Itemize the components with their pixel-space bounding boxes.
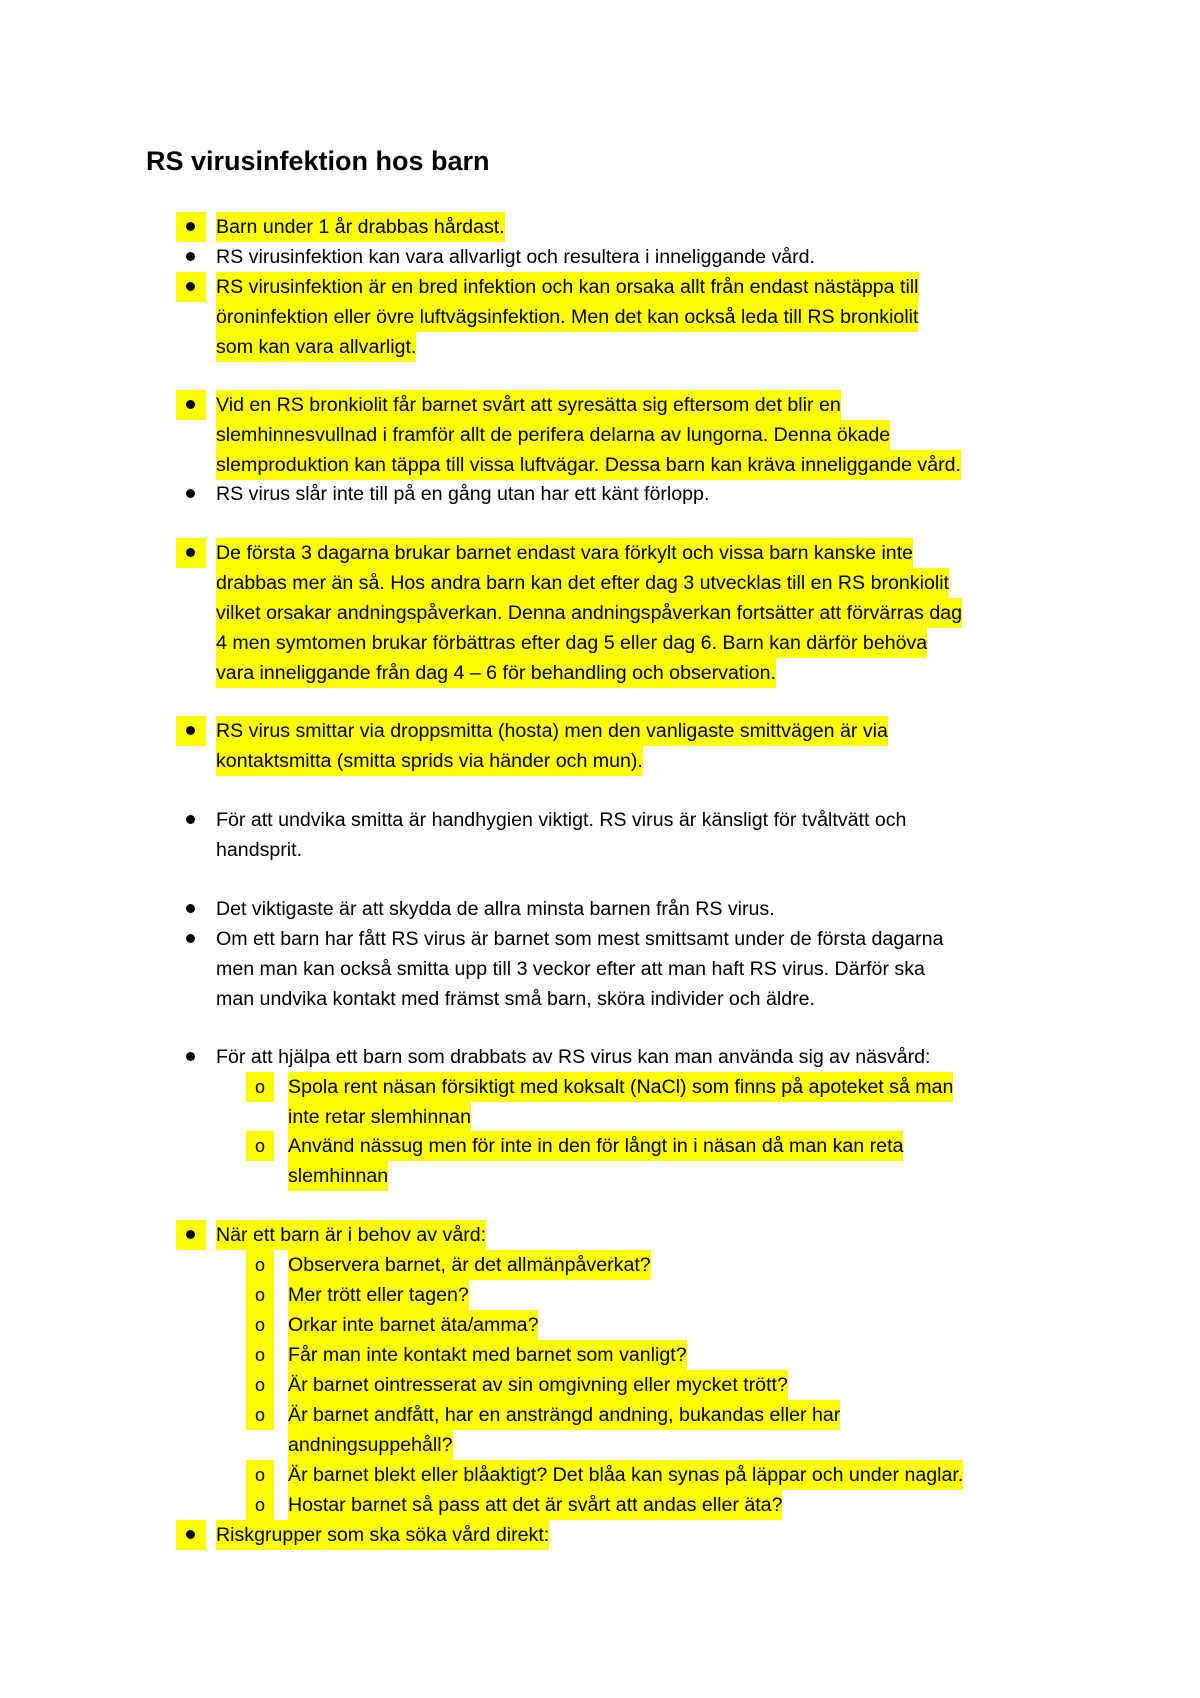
sub-list-item-text: inte retar slemhinnan [288, 1102, 471, 1132]
sub-list-item-text: Är barnet andfått, har en ansträngd andning, bukandas eller har [288, 1400, 840, 1430]
list-item-text: man undvika kontakt med främst små barn, sköra individer och äldre. [216, 988, 815, 1010]
bullet-icon [176, 924, 206, 954]
sub-bullet-icon: o [246, 1400, 274, 1430]
list-item-text: drabbas mer än så. Hos andra barn kan det efter dag 3 utvecklas till en RS bronkiolit [216, 568, 949, 598]
list-item-text: vilket orsakar andningspåverkan. Denna andningspåverkan fortsätter att förvärras dag [216, 598, 962, 628]
sub-list-item-text: Hostar barnet så pass att det är svårt att andas eller äta? [288, 1490, 782, 1520]
sub-list-item-text: Är barnet blekt eller blåaktigt? Det blåa kan synas på läppar och under naglar. [288, 1460, 963, 1490]
sub-bullet-icon: o [246, 1460, 274, 1490]
bullet-icon [176, 1520, 206, 1550]
list-item-text: För att hjälpa ett barn som drabbats av RS virus kan man använda sig av näsvård: [216, 1046, 931, 1068]
list-item-text: RS virusinfektion är en bred infektion och kan orsaka allt från endast nästäppa till [216, 272, 919, 302]
sub-bullet-icon: o [246, 1340, 274, 1370]
bullet-icon [176, 390, 206, 420]
bullet-icon [176, 538, 206, 568]
bullet-icon [176, 894, 206, 924]
sub-list-item-text: Får man inte kontakt med barnet som vanligt? [288, 1340, 687, 1370]
page-title: RS virusinfektion hos barn [146, 146, 490, 176]
sub-list-item-text: Är barnet ointresserat av sin omgivning eller mycket trött? [288, 1370, 788, 1400]
list-item-text: Barn under 1 år drabbas hårdast. [216, 212, 505, 242]
list-item-text: Om ett barn har fått RS virus är barnet som mest smittsamt under de första dagarna [216, 928, 944, 950]
bullet-icon [176, 272, 206, 302]
list-item-text: RS virusinfektion kan vara allvarligt och resultera i inneliggande vård. [216, 246, 816, 268]
list-item-text: men man kan också smitta upp till 3 veckor efter att man haft RS virus. Därför ska [216, 958, 925, 980]
list-item-text: kontaktsmitta (smitta sprids via händer och mun). [216, 746, 643, 776]
sub-list-item-text: andningsuppehåll? [288, 1430, 453, 1460]
list-item-text: slemhinnesvullnad i framför allt de perifera delarna av lungorna. Denna ökade [216, 420, 890, 450]
sub-bullet-icon: o [246, 1072, 274, 1102]
sub-list-item-text: Mer trött eller tagen? [288, 1280, 469, 1310]
sub-bullet-icon: o [246, 1250, 274, 1280]
bullet-icon [176, 1042, 206, 1072]
list-item-text: slemproduktion kan täppa till vissa luftvägar. Dessa barn kan kräva inneliggande vård. [216, 450, 961, 480]
list-item-text: Riskgrupper som ska söka vård direkt: [216, 1520, 549, 1550]
bullet-icon [176, 242, 206, 272]
sub-list-item-text: Orkar inte barnet äta/amma? [288, 1310, 538, 1340]
list-item-text: Det viktigaste är att skydda de allra minsta barnen från RS virus. [216, 898, 775, 920]
list-item-text: De första 3 dagarna brukar barnet endast vara förkylt och vissa barn kanske inte [216, 538, 913, 568]
bullet-icon [176, 805, 206, 835]
sub-list-item-text: Spola rent näsan försiktigt med koksalt (NaCl) som finns på apoteket så man [288, 1072, 953, 1102]
sub-list-item-text: Observera barnet, är det allmänpåverkat? [288, 1250, 651, 1280]
sub-bullet-icon: o [246, 1310, 274, 1340]
list-item-text: Vid en RS bronkiolit får barnet svårt att syresätta sig eftersom det blir en [216, 390, 841, 420]
list-item-text: vara inneliggande från dag 4 – 6 för behandling och observation. [216, 658, 776, 688]
bullet-icon [176, 716, 206, 746]
sub-list-item-text: slemhinnan [288, 1161, 388, 1191]
sub-bullet-icon: o [246, 1280, 274, 1310]
list-item-text: som kan vara allvarligt. [216, 332, 416, 362]
bullet-icon [176, 1220, 206, 1250]
sub-bullet-icon: o [246, 1131, 274, 1161]
list-item-text: öroninfektion eller övre luftvägsinfektion. Men det kan också leda till RS bronkiolit [216, 302, 918, 332]
list-item-text: 4 men symtomen brukar förbättras efter dag 5 eller dag 6. Barn kan därför behöva [216, 628, 927, 658]
list-item-text: När ett barn är i behov av vård: [216, 1220, 486, 1250]
list-item-text: För att undvika smitta är handhygien viktigt. RS virus är känsligt för tvåltvätt och [216, 809, 907, 831]
list-item-text: RS virus smittar via droppsmitta (hosta) men den vanligaste smittvägen är via [216, 716, 888, 746]
bullet-icon [176, 479, 206, 509]
list-item-text: RS virus slår inte till på en gång utan har ett känt förlopp. [216, 483, 710, 505]
bullet-icon [176, 212, 206, 242]
list-item-text: handsprit. [216, 839, 303, 861]
sub-list-item-text: Använd nässug men för inte in den för långt in i näsan då man kan reta [288, 1131, 903, 1161]
sub-bullet-icon: o [246, 1490, 274, 1520]
sub-bullet-icon: o [246, 1370, 274, 1400]
